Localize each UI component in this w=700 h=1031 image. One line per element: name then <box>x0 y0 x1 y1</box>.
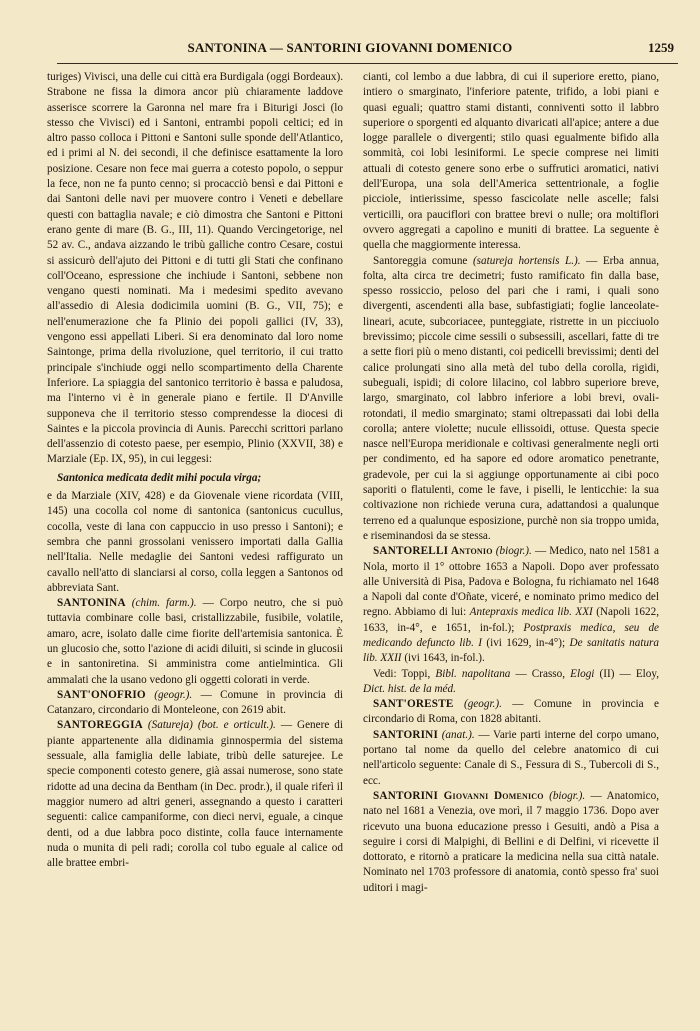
entry-headword: SANTORINI <box>373 728 439 741</box>
reference-title: Bibl. napolitana <box>435 667 511 680</box>
entry-text: — Corpo neutro, che si può tuttavia combinare colle basi, cristallizzabile, fusibile, volatile, amaro, acre, isolato dalle cime fiorite dell'artemisia santonica. È un glucosio che, sotto l'azione di acidi diluiti, si scinde in glucosii e in santoniretina. Si amministra come antielmintica. Gli ammalati che la usano vedono gli oggetti colorati in verde. <box>47 597 343 686</box>
entry-headword: SANT'ONOFRIO <box>57 688 146 701</box>
subentry-latin: (satureja hortensis L.). <box>472 254 581 267</box>
work-edition: (Napoli 1622, 1633, in-4°, e 1651, in-fol.); <box>363 606 659 634</box>
entry-santoreggia <box>47 718 343 871</box>
entry-tag: (geogr.). <box>463 698 502 711</box>
entry-tag: (Satureja) (bot. e orticult.). <box>147 719 276 732</box>
entry-text: — Anatomico, nato nel 1681 a Venezia, ove morì, il 7 maggio 1736. Dopo aver ricevuto una buona educazione presso i Gesuiti, andò a Pisa a seguire i corsi di Malpighi, di Bellini e di Delfini, vi ricevette il dottorato, e ritornò a praticare la medicina nella sua città natale. Nominato nel 1703 professore di anatomia, contò spesso fra' suoi uditori i magi- <box>363 789 659 894</box>
entry-headword: SANTOREGGIA <box>57 719 143 732</box>
reference-title: Elogi <box>570 667 595 680</box>
entry-sant-onofrio <box>47 688 343 719</box>
reference-text: — Crasso, <box>515 667 566 680</box>
entry-santonina <box>47 596 343 688</box>
entry-text: — Varie parti interne del corpo umano, portano tal nome da quello del celebre anatomico di cui nell'articolo seguente: Canale di S., Fessura di S., Tubercoli di S., ecc. <box>363 728 659 787</box>
entry-text: — Comune in provincia di Catanzaro, circondario di Monteleone, con 2619 abit. <box>47 688 343 717</box>
header-rule <box>57 63 678 64</box>
entry-text: — Comune in provincia e circondario di Roma, con 1828 abitanti. <box>363 698 659 726</box>
reference-text: Vedi: Toppi, <box>373 667 431 680</box>
martial-quote: Santonica medicata dedit mihi pocula virga; <box>57 471 262 484</box>
entry-tag: (anat.). <box>441 728 475 741</box>
entry-tag: (biogr.). <box>495 545 532 558</box>
entry-tag: (biogr.). <box>549 789 586 802</box>
entry-sant-oreste <box>363 697 659 728</box>
entry-headword: SANT'ORESTE <box>373 698 454 711</box>
work-edition: (ivi 1643, in-fol.). <box>404 652 485 665</box>
entry-santorini-giovanni-domenico <box>363 789 659 896</box>
entry-text: — Medico, nato nel 1581 a Nola, morto il 1° ottobre 1653 a Napoli. Dopo aver professato alle Università di Pisa, Padova e Bologna, fu richiamato nel 1648 a Napoli dal conte d'Oñate, viceré, e nominato primo medico del regno. Abbiamo di lui: <box>363 545 659 619</box>
paragraph-santonica-cocolla: e da Marziale (XIV, 428) e da Giovenale viene ricordata (VIII, 145) una cocolla col nome di santonica (santonicus cucullus, cocolla, veste di lana con cappuccio in uso presso i Santoni); e sembra che panni grossolani venissero importati dalla Gallia nell'Italia. Nelle medaglie dei Santoni vedesi raffigurato un cavallo nell'atto di slanciarsi al corso, colla leggen a Santonos od abbreviata Sant. <box>47 490 343 594</box>
left-column <box>47 70 343 1020</box>
entry-santorelli-antonio <box>363 544 659 666</box>
subentry-text: — Erba annua, folta, alta circa tre decimetri; fusto ramificato fin dalla base, spesso rossiccio, peloso del pari che i rami, i quali sono divergenti, ascendenti alla base, subfastigiati; foglie lanceolate-lineari, acute, subcoriacee, punteggiate, ristrette in un picciuolo brevissimo; piccole cime sessili o subsessili, ascellari, fatte di tre a sette fiori più o meno distanti, coi pedicelli brevissimi; denti del calice prolungati sino alla metà del tubo della corolla, rigidi, subeguali, ispidi; di colore lilacino, col labbro superiore breve, largo, smarginato, col labbro inferiore a lobi brevi, ovali-rotondati, il medio smarginato; stami oltrepassati dai lobi della corolla; antere violette; nucule ellissoidi, ottuse. Questa specie nasce nell'Europa meridionale e coltivasi generalmente negli orti per condimento, ed ha sapore ed odore aromatico penetrante, gradevole, per cui la si aggiunge opportunamente ai cibi poco saporiti o flatulenti, come le fave, i piselli, le lenticchie: la sua coltivazione non richiede veruna cura, adattandosi a qualunque terreno ed a qualunque esposizione, purchè non sia troppo umida, e riseminandosi da se stessa. <box>363 254 659 542</box>
paragraph-santoreggia-continued: cianti, col lembo a due labbra, di cui il superiore eretto, piano, intiero o smarginato, l'inferiore patente, trifido, a lobi piani e quasi eguali; quattro stami distanti, conniventi sotto il labbro superiore o sporgenti ed alquanto divaricati all'apice; antere a due logge parallele o divergenti; stilo quasi egualmente bifido alla sommità, coi lobi lesiniformi. Le specie comprese nei limiti attuali di cotesto genere sono erbe o suffrutici aromatici, nativi dell'Europa, una sola dell'America settentrionale, a foglie picciole, intierissime, spesso fascicolate nelle ascelle; falsi verticilli, ora pauciflori con brattee brevi o nulle; ora moltiflori ovvero aggregati a capolino e muniti di brattee. La seguente è quella che maggiormente interessa. <box>363 71 659 252</box>
work-edition: (ivi 1629, in-4°); <box>486 636 566 649</box>
entry-references <box>363 667 659 698</box>
entry-tag: (chim. farm.). <box>131 597 197 610</box>
work-title: Postpraxis medica, seu de medicando defuncto lib. I <box>363 621 659 649</box>
entry-headword: SANTONINA <box>57 597 126 610</box>
subentry-santoreggia-comune <box>363 254 659 545</box>
entry-text: — Genere di piante appartenente alla didinamia ginnospermia del sistema sessuale, alla famiglia delle labiate, tribù delle saturejee. Le specie componenti cotesto genere, già assai numerose, sono state ridotte ad una decina da Bentham (in Dec. prodr.), il quale riferì il maggior numero ad altri generi, assegnando a questo i caratteri seguenti: calice campaniforme, con dieci nervi, eguale, a cinque denti, od a due labbra poco distinte, colla fauce internamente nuda o munita di peli radi; corolla col tubo eguale al calice od alle brattee embri- <box>47 719 343 870</box>
work-title: De sanitatis natura lib. XXII <box>363 636 659 665</box>
paragraph-santoni-history: turiges) Vivisci, una delle cui città era Burdigala (oggi Bordeaux). Strabone ne fissa la dimora ancor più chiaramente laddove asserisce scorrere la Garonna nel mare fra i Biturigi Josci (lo stesso che Vivisci) ed i Santoni, entrambi popoli celtici; ed in altro passo colloca i Pittoni e Santoni sulle sponde dell'Atlantico, ed i primi al N. dei secondi, il che definisce esattamente la loro posizione. Cesare non fece mai guerra a cotesto popolo, o seppur la fece, non ne fa punto cenno; si procacciò bensì e dai Pittoni e dai Santoni delle navi per muovere contro i Veneti e debellare questi con battaglia navale; e ciò dimostra che Santoni e Pittoni erano gente di mare (B. G., III, 11). Quando Vercingetorige, nel 52 av. C., andava aizzando le tribù galliche contro Cesare, costui si assicurò dell'ajuto dei Pittoni e di tutti gli Stati che confinano coll'Oceano, espressione che inchiude i Santoni, sebbene non vengano questi nominati. Ma i medesimi spedito avevano all'assedio di Alesia dodicimila uomini (B. G., VII, 75); e nell'enumerazione che fa Plinio dei popoli gallici (IV, 33), vengono essi appellati Liberi. Si era denominato dal loro nome Saintonge, prima della rivoluzione, quel territorio, il cui tratto principale s'inchiude oggi nello scompartimento della Charente Inferiore. La spiaggia del santonico territorio è bassa e paludosa, ma l'interno vi è in generale piano e fertile. Il D'Anville supponeva che il territorio stesso comprendesse la diocesi di Saintes e la piccola provincia di Aunis. Parecchi scrittori parlano dell'assenzio di cotesto paese, per esempio, Plinio (XXVII, 38) e Marziale (Ep. IX, 95), in cui leggesi: <box>47 71 343 466</box>
page-number: 1259 <box>648 40 674 55</box>
running-header <box>0 40 700 62</box>
subentry-lead: Santoreggia comune <box>373 254 468 267</box>
entry-tag: (geogr.). <box>154 688 193 701</box>
entry-headword: SANTORELLI Antonio <box>373 545 493 558</box>
reference-title: Dict. hist. de la méd. <box>363 682 456 695</box>
entry-santorini-anat <box>363 728 659 789</box>
reference-text: (II) — Eloy, <box>599 667 659 680</box>
header-title: SANTONINA — SANTORINI GIOVANNI DOMENICO <box>187 40 513 55</box>
entry-headword: SANTORINI Giovanni Domenico <box>373 789 544 802</box>
work-title: Antepraxis medica lib. XXI <box>469 606 593 619</box>
right-column <box>363 70 659 1020</box>
